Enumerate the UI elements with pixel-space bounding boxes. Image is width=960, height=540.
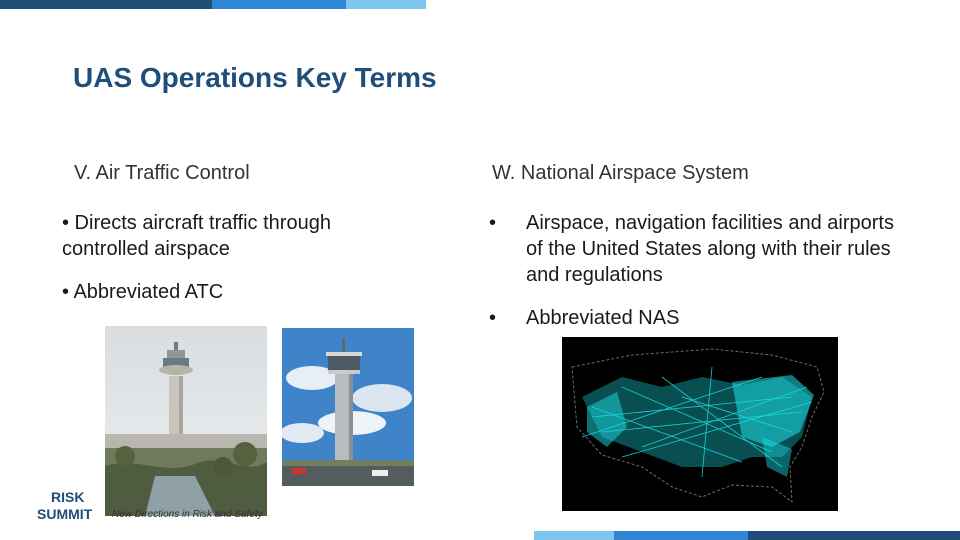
control-tower-photo-2 [282,328,414,486]
left-heading: V. Air Traffic Control [74,162,250,184]
bottom-bar-dark [748,531,960,540]
right-bullet-2: Abbreviated NAS [526,307,680,329]
logo-risk-text: RISK [51,489,85,505]
right-bullet-mark-2: • [489,307,497,329]
right-bullet-mark-1: • [489,212,497,234]
right-heading: W. National Airspace System [492,162,749,184]
control-tower-photo-1 [105,326,267,516]
logo-summit-text: SUMMIT [37,506,93,522]
left-bullet-1: • Directs aircraft traffic through controlled airspace [62,212,331,260]
top-bar-light [346,0,426,9]
top-bar-dark [0,0,212,9]
bottom-bar-mid [614,531,748,540]
bottom-bar-light [534,531,614,540]
top-bar-mid [212,0,346,9]
right-bullet-1: Airspace, navigation facilities and airports of the United States along with their rules and regulations [526,212,894,286]
footer-tagline: New Directions in Risk and Safety [112,509,263,520]
slide-title: UAS Operations Key Terms [73,62,437,93]
left-bullet-2: • Abbreviated ATC [62,281,224,303]
air-traffic-map [562,337,838,511]
